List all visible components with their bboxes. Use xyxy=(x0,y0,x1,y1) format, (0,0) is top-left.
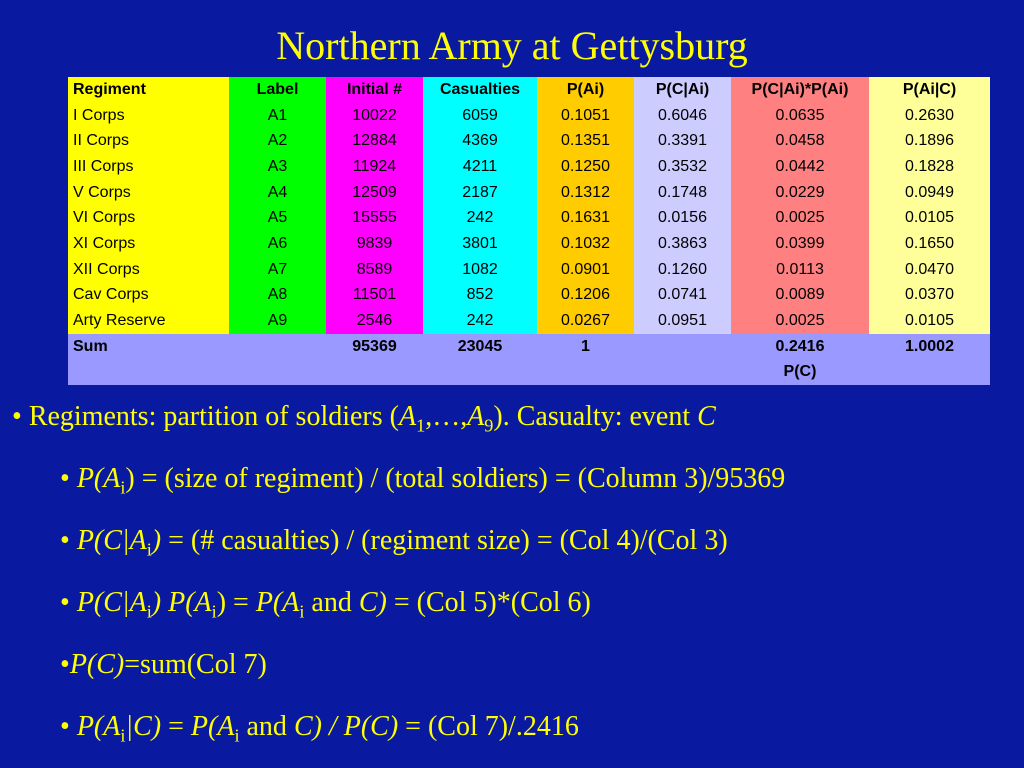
cell-casualties: 242 xyxy=(423,205,537,231)
formula: P(A xyxy=(69,463,121,494)
cell-joint: P(C) xyxy=(731,359,869,385)
formula: |C) xyxy=(125,711,162,742)
cell-regiment xyxy=(68,359,229,385)
slide-title: Northern Army at Gettysburg xyxy=(276,23,748,68)
cell-label: A2 xyxy=(229,128,326,154)
cell-initial: 8589 xyxy=(326,257,423,283)
cell-regiment: Cav Corps xyxy=(68,282,229,308)
cell-regiment: V Corps xyxy=(68,180,229,206)
cell-joint: 0.0113 xyxy=(731,257,869,283)
formula: C) / P(C) xyxy=(293,711,399,742)
cell-initial: 12509 xyxy=(326,180,423,206)
cell-p-ai-given-c: 1.0002 xyxy=(869,334,990,360)
bullet-regiments xyxy=(12,401,716,437)
header-p-ai: P(Ai) xyxy=(537,77,634,103)
table-row xyxy=(68,103,990,129)
cell-joint: 0.0229 xyxy=(731,180,869,206)
bullet-text: = (# casualties) / (regiment size) = (Col 4)/(Col 3) xyxy=(161,525,728,556)
cell-p-c-given-ai: 0.1260 xyxy=(634,257,731,283)
cell-p-c-given-ai: 0.3863 xyxy=(634,231,731,257)
cell-label: A4 xyxy=(229,180,326,206)
bullet-text: = (Col 7)/.2416 xyxy=(398,711,579,742)
bullet-p-c xyxy=(60,649,267,681)
cell-p-ai: 0.1631 xyxy=(537,205,634,231)
table-row xyxy=(68,308,990,334)
cell-p-ai-given-c: 0.0470 xyxy=(869,257,990,283)
formula: ) xyxy=(125,463,135,494)
subscript: i xyxy=(211,601,217,622)
cell-initial: 95369 xyxy=(326,334,423,360)
cell-p-ai-given-c: 0.0370 xyxy=(869,282,990,308)
header-p-ai-given-c: P(Ai|C) xyxy=(869,77,990,103)
cell-casualties: 2187 xyxy=(423,180,537,206)
cell-p-ai-given-c: 0.1896 xyxy=(869,128,990,154)
cell-label xyxy=(229,359,326,385)
bullet-dot: • xyxy=(60,649,70,680)
subscript: 1 xyxy=(416,415,426,436)
cell-p-ai: 0.1032 xyxy=(537,231,634,257)
formula: ) P(A xyxy=(151,587,212,618)
formula: P(C|A xyxy=(69,525,147,556)
bullet-p-c-given-ai xyxy=(60,525,728,561)
cell-p-ai: 0.1206 xyxy=(537,282,634,308)
cell-label: A5 xyxy=(229,205,326,231)
cell-joint: 0.0399 xyxy=(731,231,869,257)
bullet-text: = xyxy=(226,587,256,618)
bullet-dot: • xyxy=(60,711,70,742)
bullet-dot: • xyxy=(12,401,22,432)
cell-initial: 12884 xyxy=(326,128,423,154)
bullet-dot: • xyxy=(60,525,70,556)
formula: P(C) xyxy=(69,649,125,680)
cell-regiment: XII Corps xyxy=(68,257,229,283)
cell-p-ai: 0.1051 xyxy=(537,103,634,129)
cell-joint: 0.0025 xyxy=(731,308,869,334)
cell-p-c-given-ai: 0.3391 xyxy=(634,128,731,154)
table-row xyxy=(68,231,990,257)
cell-casualties: 4211 xyxy=(423,154,537,180)
formula: ) xyxy=(151,525,162,556)
cell-p-ai-given-c: 0.2630 xyxy=(869,103,990,129)
cell-initial xyxy=(326,359,423,385)
formula: P(C|A xyxy=(69,587,147,618)
subscript: i xyxy=(299,601,305,622)
cell-casualties: 3801 xyxy=(423,231,537,257)
cell-casualties: 852 xyxy=(423,282,537,308)
bullet-text: ,…, xyxy=(425,401,468,432)
bullet-text: =sum(Col 7) xyxy=(124,649,267,680)
bullet-p-ai xyxy=(60,463,785,499)
bullet-dot: • xyxy=(60,463,70,494)
table-row xyxy=(68,154,990,180)
cell-label: A7 xyxy=(229,257,326,283)
sum-note-row xyxy=(68,359,990,385)
cell-p-ai: 0.1250 xyxy=(537,154,634,180)
cell-p-c-given-ai: 0.1748 xyxy=(634,180,731,206)
formula: ) xyxy=(216,587,227,618)
bullet-text: and xyxy=(239,711,294,742)
cell-regiment: VI Corps xyxy=(68,205,229,231)
cell-p-ai-given-c: 0.0105 xyxy=(869,205,990,231)
subscript: i xyxy=(120,477,126,498)
table-row xyxy=(68,282,990,308)
cell-p-ai: 0.0267 xyxy=(537,308,634,334)
cell-label xyxy=(229,334,326,360)
cell-joint: 0.0635 xyxy=(731,103,869,129)
math-a: A xyxy=(467,401,485,432)
cell-initial: 15555 xyxy=(326,205,423,231)
cell-regiment: Sum xyxy=(68,334,229,360)
cell-casualties: 242 xyxy=(423,308,537,334)
table-row xyxy=(68,180,990,206)
table-row xyxy=(68,205,990,231)
cell-p-ai: 0.1351 xyxy=(537,128,634,154)
formula: P(A xyxy=(69,711,121,742)
cell-p-c-given-ai: 0.0951 xyxy=(634,308,731,334)
table-header-row xyxy=(68,77,990,103)
formula: C) xyxy=(358,587,387,618)
header-regiment: Regiment xyxy=(68,77,229,103)
bullet-text: ). Casualty: event xyxy=(493,401,698,432)
header-casualties: Casualties xyxy=(423,77,537,103)
header-p-c-given-ai: P(C|Ai) xyxy=(634,77,731,103)
cell-regiment: I Corps xyxy=(68,103,229,129)
cell-label: A1 xyxy=(229,103,326,129)
subscript: i xyxy=(234,725,240,746)
cell-regiment: III Corps xyxy=(68,154,229,180)
bullet-text: = (Col 5)*(Col 6) xyxy=(386,587,591,618)
formula: P(A xyxy=(255,587,300,618)
bullet-text: Regiments: partition of soldiers ( xyxy=(21,401,399,432)
subscript: i xyxy=(146,539,152,560)
cell-p-c-given-ai: 0.0156 xyxy=(634,205,731,231)
cell-joint: 0.0458 xyxy=(731,128,869,154)
cell-p-ai: 0.0901 xyxy=(537,257,634,283)
cell-p-ai: 0.1312 xyxy=(537,180,634,206)
cell-p-ai xyxy=(537,359,634,385)
cell-casualties xyxy=(423,359,537,385)
header-label: Label xyxy=(229,77,326,103)
math-a: A xyxy=(398,401,417,432)
casualty-table xyxy=(68,77,990,385)
cell-joint: 0.0442 xyxy=(731,154,869,180)
formula: P(A xyxy=(190,711,235,742)
cell-initial: 11501 xyxy=(326,282,423,308)
cell-initial: 9839 xyxy=(326,231,423,257)
header-initial: Initial # xyxy=(326,77,423,103)
bullet-text: = xyxy=(161,711,191,742)
bullet-bayes xyxy=(60,711,579,747)
cell-label: A6 xyxy=(229,231,326,257)
cell-p-c-given-ai: 0.0741 xyxy=(634,282,731,308)
cell-p-c-given-ai xyxy=(634,359,731,385)
bullet-text: = (size of regiment) / (total soldiers) = (Column 3)/95369 xyxy=(134,463,786,494)
bullet-dot: • xyxy=(60,587,70,618)
sum-row xyxy=(68,334,990,360)
cell-label: A3 xyxy=(229,154,326,180)
cell-p-ai-given-c xyxy=(869,359,990,385)
cell-p-ai-given-c: 0.0105 xyxy=(869,308,990,334)
header-joint: P(C|Ai)*P(Ai) xyxy=(731,77,869,103)
bullet-joint xyxy=(60,587,591,623)
cell-p-c-given-ai: 0.6046 xyxy=(634,103,731,129)
cell-regiment: II Corps xyxy=(68,128,229,154)
cell-label: A9 xyxy=(229,308,326,334)
cell-joint: 0.0025 xyxy=(731,205,869,231)
cell-p-ai-given-c: 0.1828 xyxy=(869,154,990,180)
subscript: i xyxy=(146,601,152,622)
cell-p-ai-given-c: 0.1650 xyxy=(869,231,990,257)
table-row xyxy=(68,257,990,283)
cell-label: A8 xyxy=(229,282,326,308)
cell-joint: 0.0089 xyxy=(731,282,869,308)
cell-casualties: 1082 xyxy=(423,257,537,283)
cell-initial: 10022 xyxy=(326,103,423,129)
cell-casualties: 23045 xyxy=(423,334,537,360)
cell-initial: 2546 xyxy=(326,308,423,334)
cell-p-ai: 1 xyxy=(537,334,634,360)
cell-casualties: 6059 xyxy=(423,103,537,129)
cell-casualties: 4369 xyxy=(423,128,537,154)
cell-p-c-given-ai xyxy=(634,334,731,360)
subscript: i xyxy=(120,725,126,746)
cell-p-ai-given-c: 0.0949 xyxy=(869,180,990,206)
subscript: 9 xyxy=(484,415,494,436)
math-c: C xyxy=(697,401,716,432)
table-row xyxy=(68,128,990,154)
cell-joint: 0.2416 xyxy=(731,334,869,360)
cell-initial: 11924 xyxy=(326,154,423,180)
bullet-text: and xyxy=(304,587,359,618)
cell-p-c-given-ai: 0.3532 xyxy=(634,154,731,180)
cell-regiment: XI Corps xyxy=(68,231,229,257)
cell-regiment: Arty Reserve xyxy=(68,308,229,334)
